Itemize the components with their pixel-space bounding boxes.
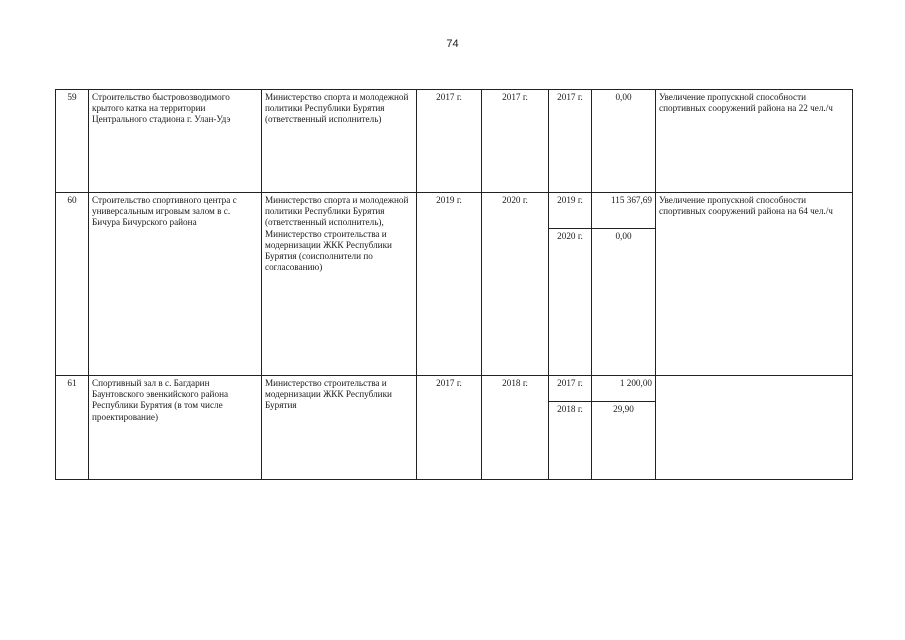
end-year: 2017 г. (482, 90, 549, 193)
start-year: 2019 г. (417, 193, 482, 376)
object-name: Спортивный зал в с. Багдарин Баунтовского эвенкийского района Республики Бурятия (в том числе проектирование) (89, 376, 262, 480)
object-name: Строительство быстровозводимого крытого катка на территории Центрального стадиона г. Улан-Удэ (89, 90, 262, 193)
program-table (55, 89, 853, 480)
executor: Министерство спорта и молодежной политики Республики Бурятия (ответственный исполнитель), Министерство строительства и модернизации ЖКК Республики Бурятия (соисполнители по согласованию) (262, 193, 417, 376)
expected-result (656, 376, 853, 480)
funding-year: 2018 г. (549, 402, 592, 480)
start-year: 2017 г. (417, 90, 482, 193)
executor: Министерство строительства и модернизации ЖКК Республики Бурятия (262, 376, 417, 480)
executor: Министерство спорта и молодежной политики Республики Бурятия (ответственный исполнитель) (262, 90, 417, 193)
row-number: 59 (56, 90, 89, 193)
table-row (56, 376, 853, 402)
end-year: 2018 г. (482, 376, 549, 480)
expected-result: Увеличение пропускной способности спортивных сооружений района на 22 чел./ч (656, 90, 853, 193)
row-number: 61 (56, 376, 89, 480)
funding-year: 2019 г. (549, 193, 592, 229)
funding-amount: 1 200,00 (592, 376, 656, 402)
funding-year: 2020 г. (549, 229, 592, 376)
table-row (56, 90, 853, 193)
start-year: 2017 г. (417, 376, 482, 480)
funding-year: 2017 г. (549, 376, 592, 402)
funding-amount: 0,00 (592, 229, 656, 376)
funding-amount: 115 367,69 (592, 193, 656, 229)
table-row (56, 193, 853, 229)
row-number: 60 (56, 193, 89, 376)
end-year: 2020 г. (482, 193, 549, 376)
funding-year: 2017 г. (549, 90, 592, 193)
expected-result: Увеличение пропускной способности спортивных сооружений района на 64 чел./ч (656, 193, 853, 376)
page-number: 74 (446, 38, 459, 50)
funding-amount: 0,00 (592, 90, 656, 193)
funding-amount: 29,90 (592, 402, 656, 480)
object-name: Строительство спортивного центра с универсальным игровым залом в с. Бичура Бичурского района (89, 193, 262, 376)
